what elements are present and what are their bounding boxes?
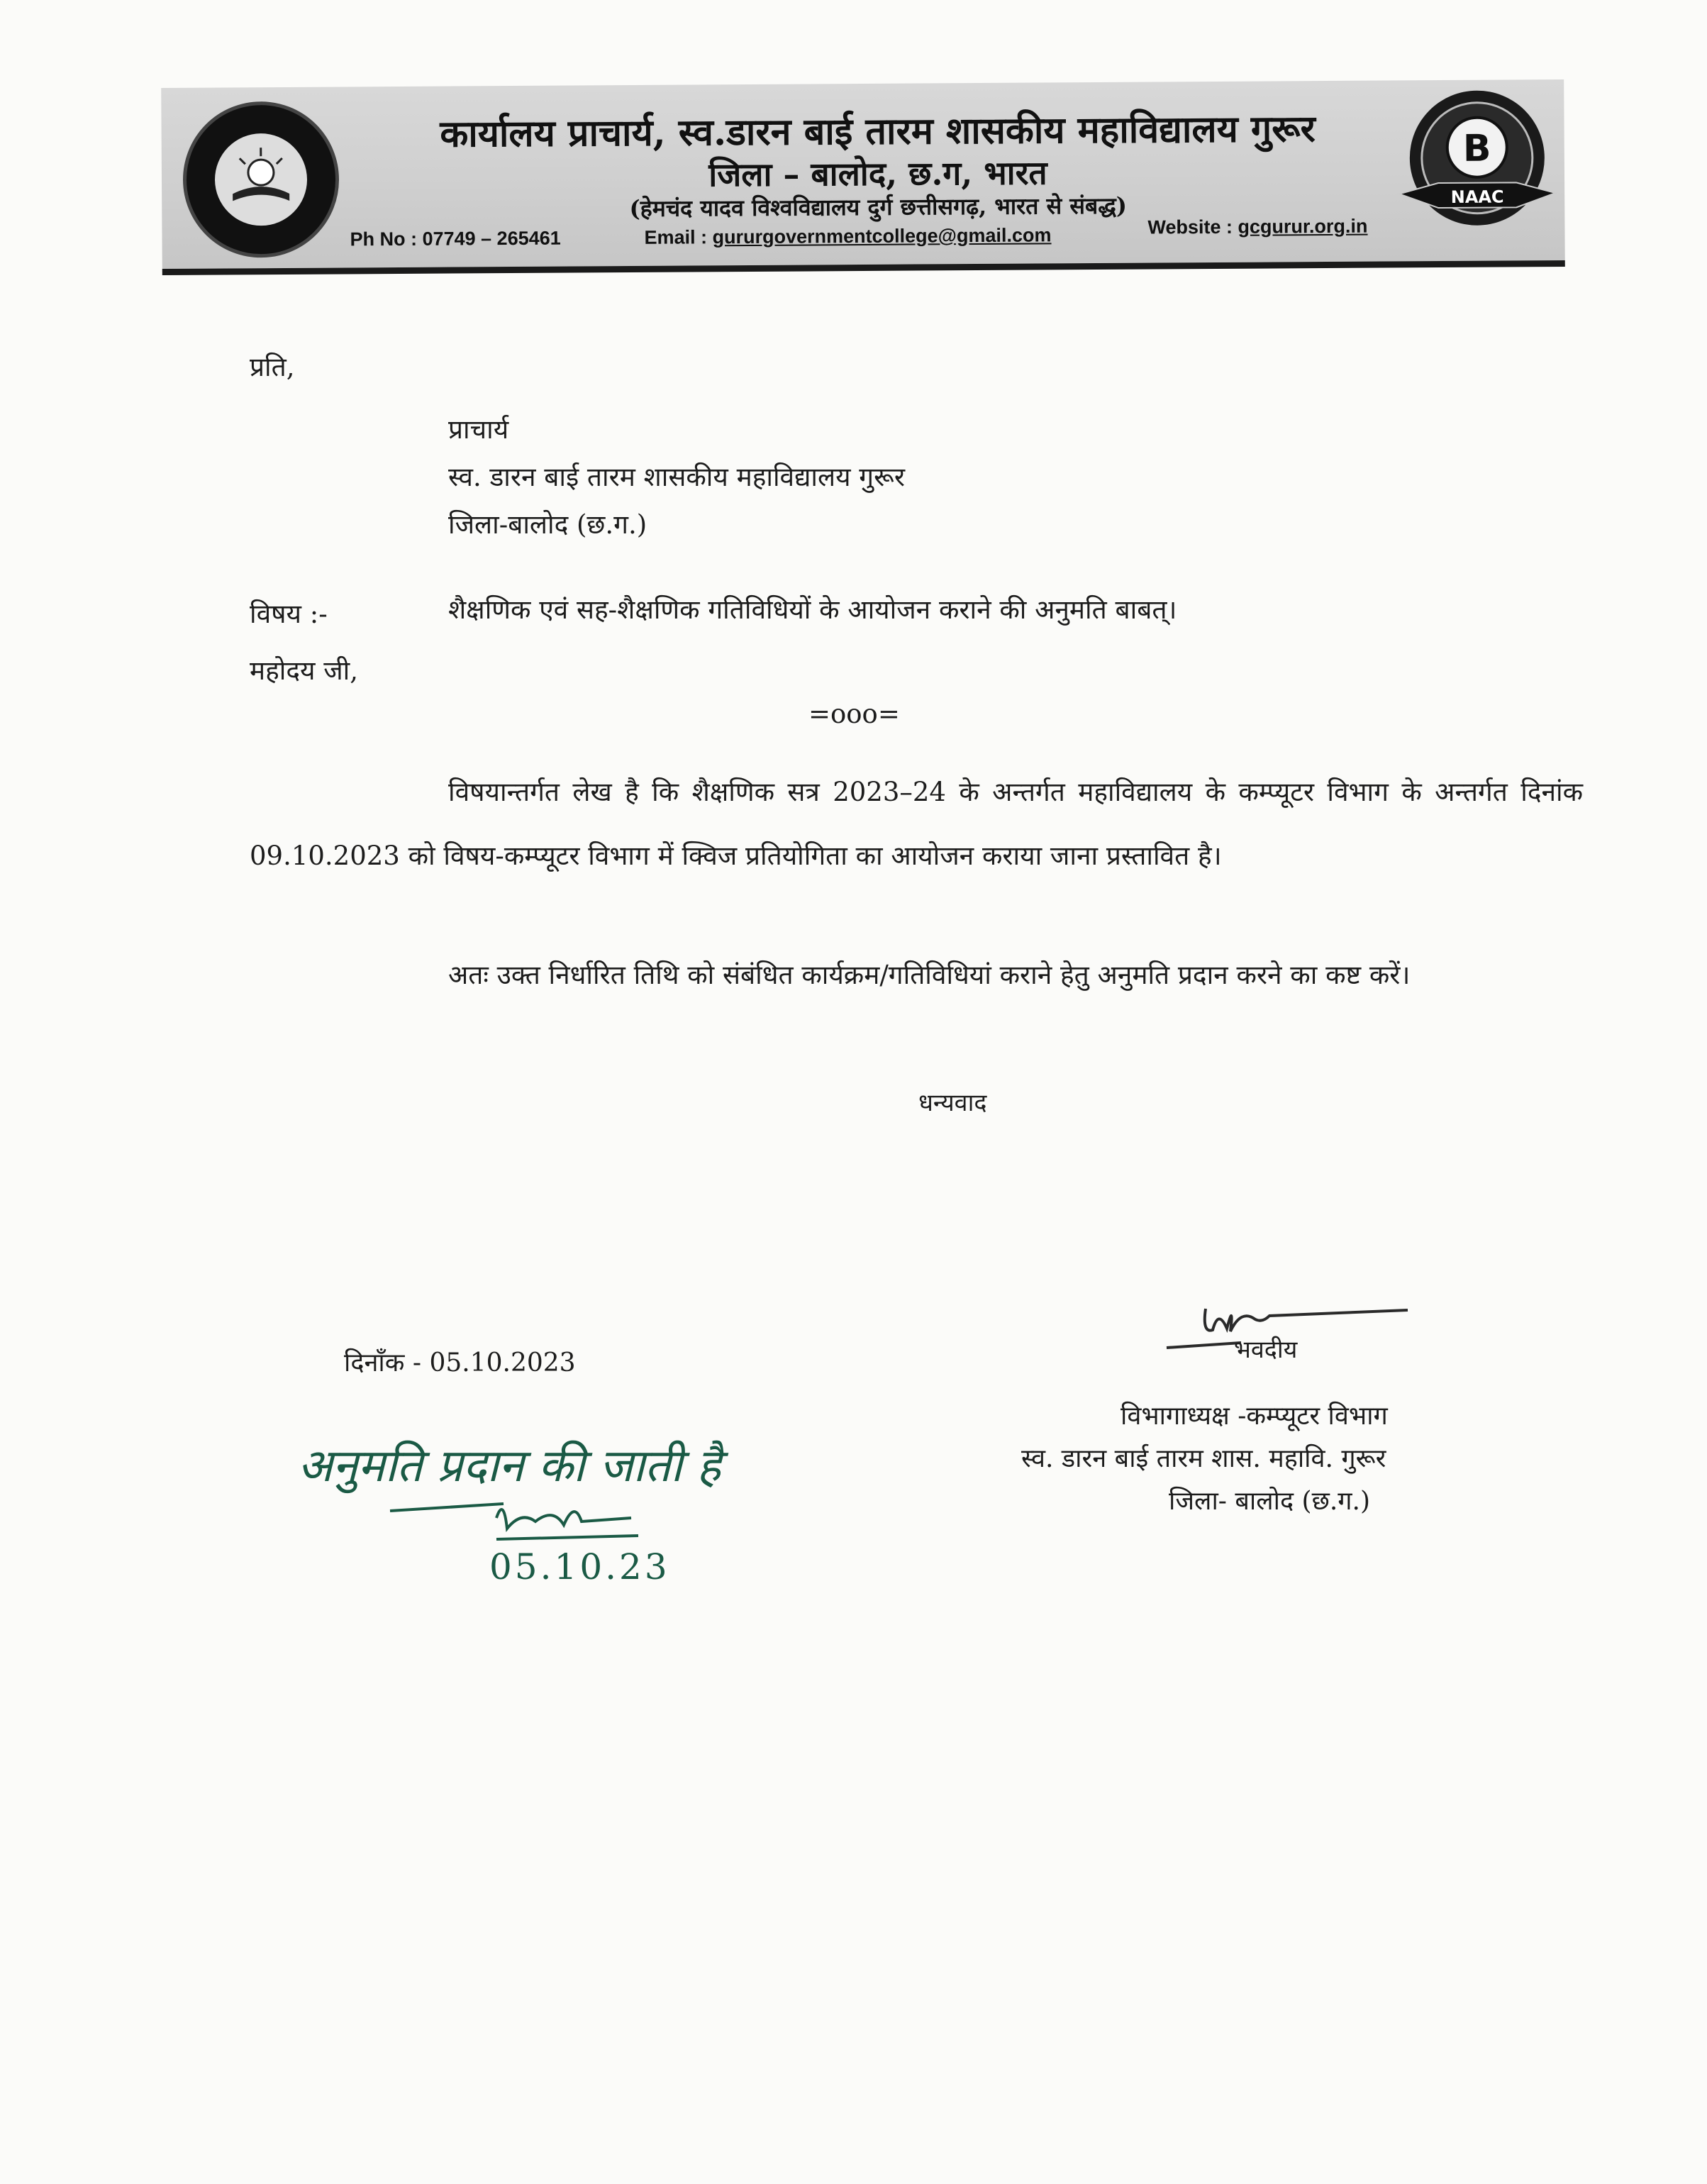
naac-badge-icon xyxy=(1395,87,1559,243)
website-link[interactable]: gcgurur.org.in xyxy=(1238,215,1368,238)
phone-contact xyxy=(350,228,560,251)
letterhead-title: कार्यालय प्राचार्य, स्व.डारन बाई तारम शासकीय महाविद्यालय गुरूर xyxy=(440,107,1316,156)
thanks: धन्यवाद xyxy=(918,1089,987,1117)
sender-line-3: जिला- बालोद (छ.ग.) xyxy=(1169,1487,1371,1516)
date-line: दिनाँक - 05.10.2023 xyxy=(344,1348,576,1378)
naac-grade: B xyxy=(1462,127,1491,170)
letterhead-affiliation: (हेमचंद यादव विश्वविद्यालय दुर्ग छत्तीसगढ़, भारत से संबद्ध) xyxy=(629,192,1128,223)
recipient-line-3: जिला-बालोद (छ.ग.) xyxy=(448,509,647,540)
letterhead xyxy=(161,79,1565,275)
approval-date: 05.10.23 xyxy=(489,1546,670,1587)
salutation-to: प्रति, xyxy=(250,352,295,382)
letterhead-district: जिला – बालोद, छ.ग, भारत xyxy=(708,153,1047,194)
book-sun-icon xyxy=(222,140,301,219)
date-label: दिनाँक xyxy=(344,1348,405,1378)
subject-label: विषय :- xyxy=(250,599,328,629)
recipient-line-2: स्व. डारन बाई तारम शासकीय महाविद्यालय गुरूर xyxy=(448,462,906,492)
email-contact xyxy=(644,224,1051,249)
closing: भवदीय xyxy=(1234,1336,1298,1364)
college-logo xyxy=(182,101,339,258)
body-paragraph-2: अतः उक्त निर्धारित तिथि को संबंधित कार्यक्रम/गतिविधियां कराने हेतु अनुमति प्रदान करने का कष्ट करें। xyxy=(448,960,1411,990)
approver-signature xyxy=(383,1490,652,1546)
subject-text: शैक्षणिक एवं सह-शैक्षणिक गतिविधियों के आयोजन कराने की अनुमति बाबत्। xyxy=(448,594,1177,625)
greeting: महोदय जी, xyxy=(250,655,359,686)
email-link[interactable]: gururgovernmentcollege@gmail.com xyxy=(712,224,1052,248)
separator: =ooo= xyxy=(808,699,900,729)
phone-label: Ph No : xyxy=(350,228,418,250)
website-label: Website : xyxy=(1147,216,1233,238)
sender-line-2: स्व. डारन बाई तारम शास. महावि. गुरूर xyxy=(1021,1444,1386,1473)
approval-note: अनुमति प्रदान की जाती है xyxy=(298,1440,721,1492)
phone-number: 07749 – 265461 xyxy=(422,227,561,250)
email-label: Email : xyxy=(644,226,708,248)
sender-line-1: विभागाध्यक्ष -कम्प्यूटर विभाग xyxy=(1121,1402,1388,1431)
website-contact xyxy=(1147,216,1367,239)
naac-label: NAAC xyxy=(1450,187,1504,207)
body-paragraph-1: विषयान्तर्गत लेख है कि शैक्षणिक सत्र 2023–24 के अन्तर्गत महाविद्यालय के कम्प्यूटर विभाग के अन्तर्गत दिनांक 09.10.2023 को विषय-कम्प्यूटर विभाग में क्विज प्रतियोगिता का आयोजन कराया जाना प्रस्तावित है। xyxy=(250,777,1583,871)
recipient-line-1: प्राचार्य xyxy=(448,414,509,445)
date-value: 05.10.2023 xyxy=(429,1348,576,1378)
